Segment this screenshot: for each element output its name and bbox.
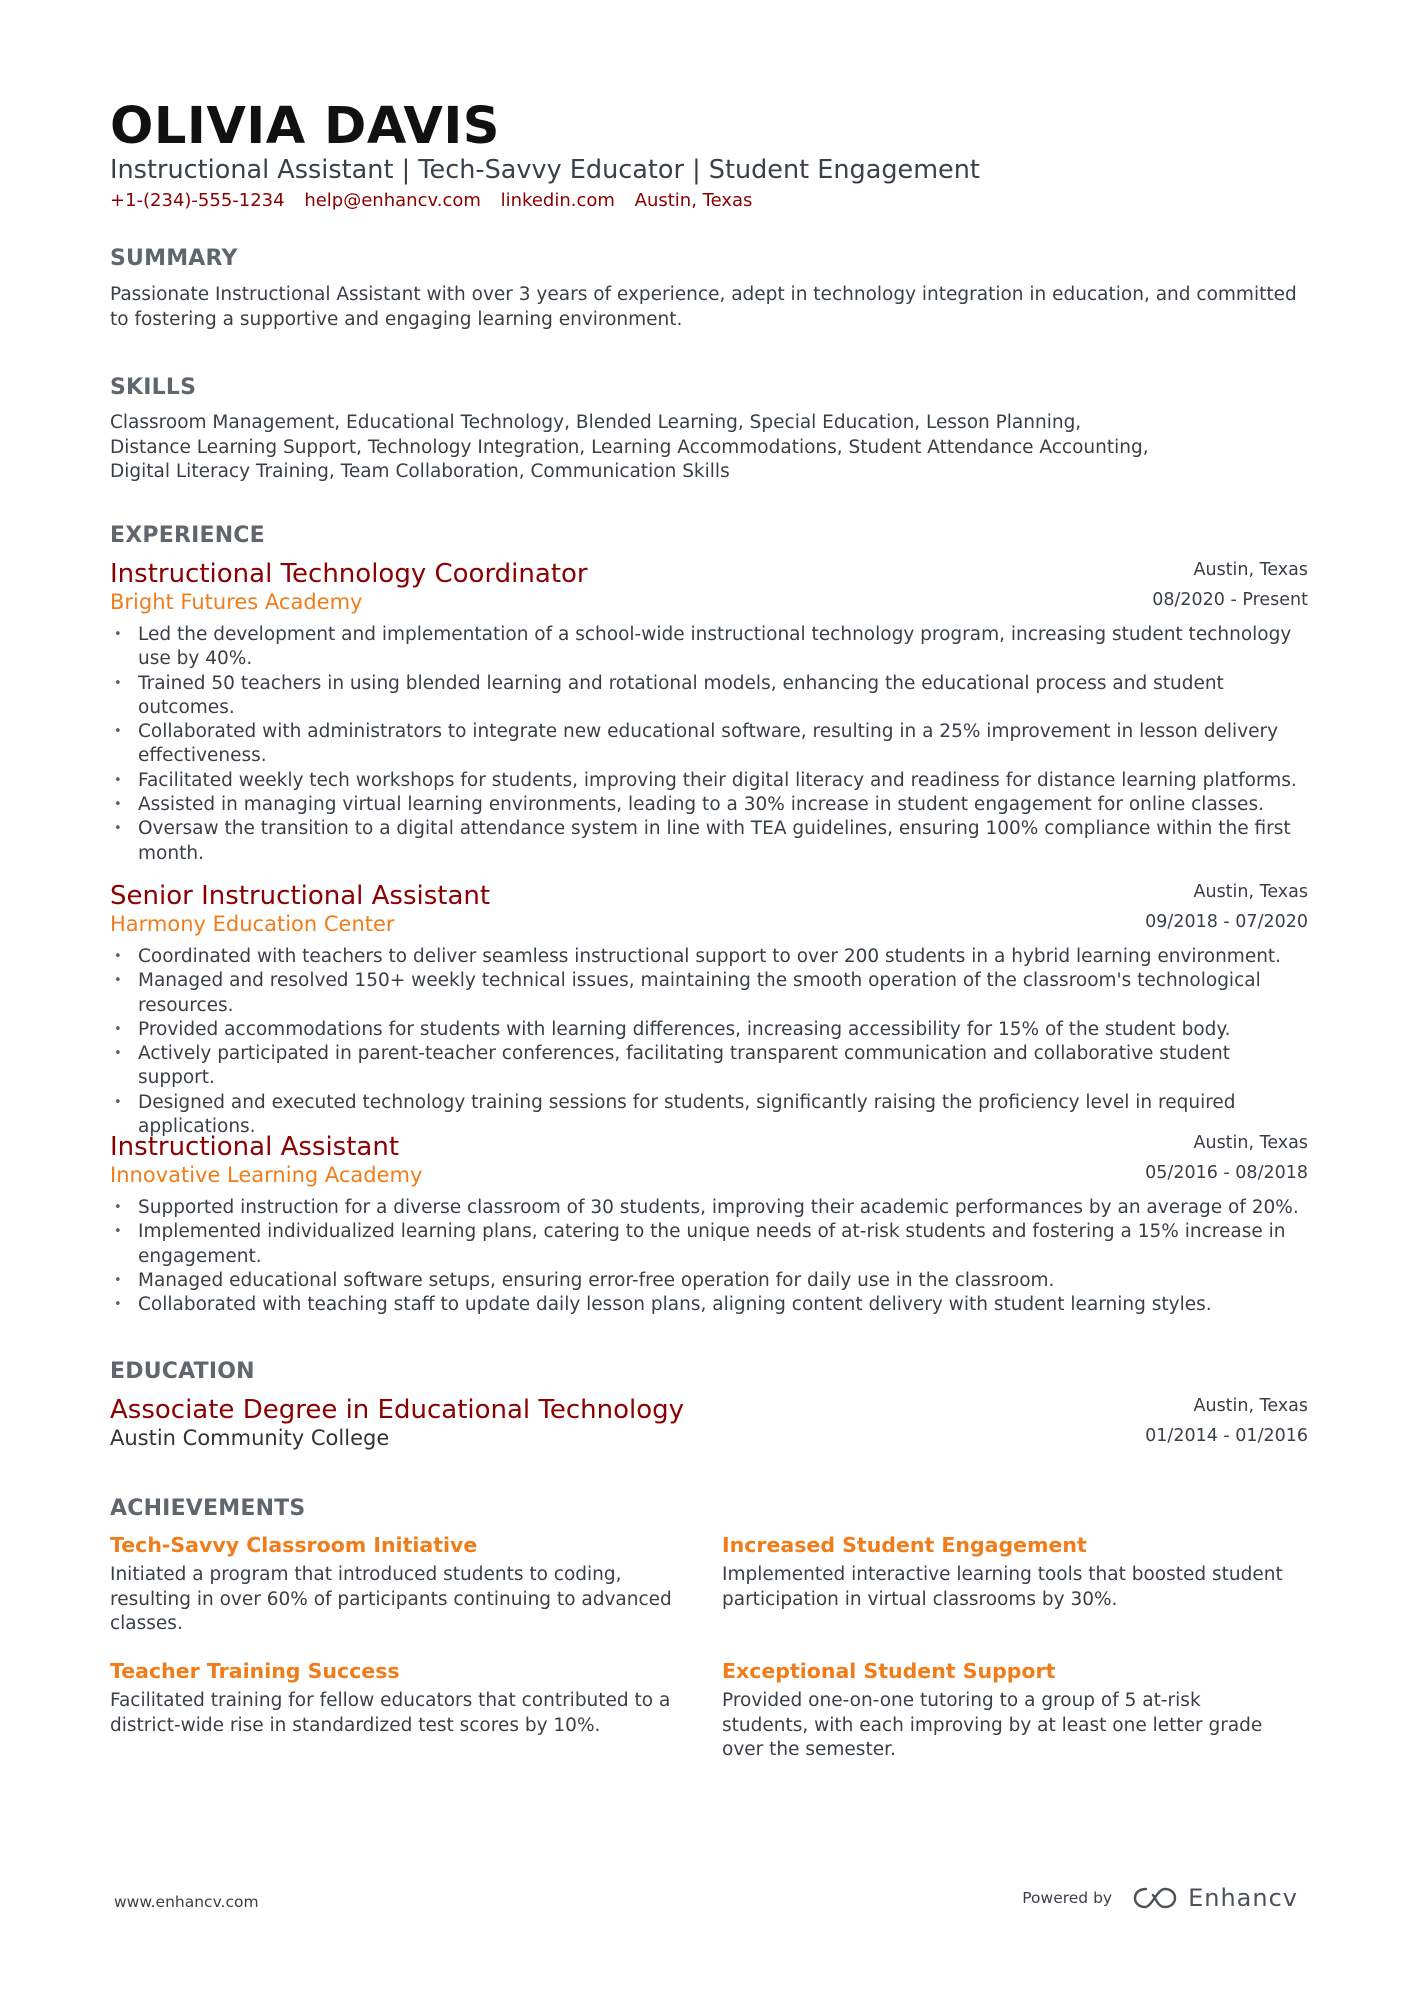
job-company: Innovative Learning Academy bbox=[110, 1163, 423, 1187]
education-location: Austin, Texas bbox=[1193, 1396, 1308, 1416]
job-dates: 08/2020 - Present bbox=[1152, 590, 1308, 610]
bullet-item: • Led the development and implementation of a school-wide instructional technology program, increasing student technology use by 40%. bbox=[110, 623, 1308, 672]
bullet-item: • Supported instruction for a diverse classroom of 30 students, improving their academic performances by an average of 20%. bbox=[110, 1196, 1308, 1220]
job-location: Austin, Texas bbox=[1193, 882, 1308, 902]
bullet-item: • Collaborated with teaching staff to update daily lesson plans, aligning content delivery with student learning styles. bbox=[110, 1293, 1308, 1317]
achievement-title: Increased Student Engagement bbox=[722, 1533, 1087, 1557]
achievement-title: Tech-Savvy Classroom Initiative bbox=[110, 1533, 478, 1557]
summary-text: Passionate Instructional Assistant with over 3 years of experience, adept in technology integration in education, and committed to fostering a supportive and engaging learning environment. bbox=[110, 284, 1297, 330]
bullet-item: • Oversaw the transition to a digital attendance system in line with TEA guidelines, ensuring 100% compliance within the first month. bbox=[110, 817, 1308, 866]
skills-line: Distance Learning Support, Technology Integration, Learning Accommodations, Student Attendance Accounting, bbox=[110, 436, 1149, 458]
linkedin-link[interactable]: linkedin.com bbox=[500, 190, 615, 211]
achievement-item bbox=[722, 1656, 1292, 1763]
headline: Instructional Assistant | Tech-Savvy Educator | Student Engagement bbox=[110, 155, 980, 185]
job-title: Instructional Assistant bbox=[110, 1132, 400, 1162]
contact-line bbox=[110, 187, 766, 215]
bullet-item: • Coordinated with teachers to deliver seamless instructional support to over 200 students in a hybrid learning environment. bbox=[110, 945, 1308, 969]
job-bullets bbox=[110, 945, 1308, 1139]
email-link[interactable]: help@enhancv.com bbox=[304, 190, 481, 211]
phone-link[interactable]: +1-(234)-555-1234 bbox=[110, 190, 285, 211]
candidate-name: OLIVIA DAVIS bbox=[110, 97, 501, 156]
achievement-title: Teacher Training Success bbox=[110, 1659, 400, 1683]
bullet-item: • Collaborated with administrators to integrate new educational software, resulting in a 25% improvement in lesson delivery effectiveness. bbox=[110, 720, 1308, 769]
achievement-desc: Facilitated training for fellow educators that contributed to a district-wide rise in standardized test scores by 10%. bbox=[110, 1690, 671, 1736]
bullet-item: • Designed and executed technology training sessions for students, significantly raising the proficiency level in required applications. bbox=[110, 1091, 1308, 1140]
school-name: Austin Community College bbox=[110, 1426, 390, 1450]
skills-heading: SKILLS bbox=[110, 375, 197, 400]
brand-logo[interactable] bbox=[1132, 1884, 1298, 1912]
job-title: Instructional Technology Coordinator bbox=[110, 559, 588, 589]
degree-title: Associate Degree in Educational Technology bbox=[110, 1395, 685, 1425]
powered-by-text: Powered by bbox=[1022, 1889, 1113, 1907]
job-bullets bbox=[110, 1196, 1308, 1317]
education-heading: EDUCATION bbox=[110, 1359, 255, 1384]
job-dates: 09/2018 - 07/2020 bbox=[1145, 912, 1308, 932]
bullet-item: • Actively participated in parent-teacher conferences, facilitating transparent communication and collaborative student support. bbox=[110, 1042, 1308, 1091]
bullet-item: • Provided accommodations for students with learning differences, increasing accessibility for 15% of the student body. bbox=[110, 1018, 1308, 1042]
achievement-desc: Initiated a program that introduced students to coding, resulting in over 60% of participants continuing to advanced classes. bbox=[110, 1564, 672, 1634]
job-company: Harmony Education Center bbox=[110, 912, 395, 936]
achievement-title: Exceptional Student Support bbox=[722, 1659, 1056, 1683]
experience-heading: EXPERIENCE bbox=[110, 523, 265, 548]
job-bullets bbox=[110, 623, 1308, 866]
achievement-item bbox=[110, 1656, 680, 1738]
bullet-item: • Facilitated weekly tech workshops for students, improving their digital literacy and readiness for distance learning platforms. bbox=[110, 769, 1308, 793]
bullet-item: • Managed educational software setups, ensuring error-free operation for daily use in the classroom. bbox=[110, 1269, 1308, 1293]
achievement-item bbox=[110, 1530, 680, 1637]
skills-list bbox=[110, 411, 1308, 485]
bullet-item: • Implemented individualized learning plans, catering to the unique needs of at-risk students and fostering a 15% increase in engagement. bbox=[110, 1220, 1308, 1269]
job-dates: 05/2016 - 08/2018 bbox=[1145, 1163, 1308, 1183]
location-text: Austin, Texas bbox=[634, 190, 753, 211]
brand-name: Enhancv bbox=[1188, 1884, 1298, 1912]
education-dates: 01/2014 - 01/2016 bbox=[1145, 1426, 1308, 1446]
job-company: Bright Futures Academy bbox=[110, 590, 363, 614]
summary-heading: SUMMARY bbox=[110, 246, 238, 271]
bullet-item: • Assisted in managing virtual learning environments, leading to a 30% increase in student engagement for online classes. bbox=[110, 793, 1308, 817]
achievement-item bbox=[722, 1530, 1292, 1612]
skills-line: Digital Literacy Training, Team Collaboration, Communication Skills bbox=[110, 461, 730, 482]
skills-line: Classroom Management, Educational Technology, Blended Learning, Special Education, Lesson Planning, bbox=[110, 412, 1082, 433]
footer-branding bbox=[1022, 1884, 1298, 1912]
achievement-desc: Provided one-on-one tutoring to a group of 5 at-risk students, with each improving by at least one letter grade over the semester. bbox=[722, 1690, 1263, 1760]
bullet-item: • Managed and resolved 150+ weekly technical issues, maintaining the smooth operation of the classroom's technological resources. bbox=[110, 969, 1308, 1018]
achievements-heading: ACHIEVEMENTS bbox=[110, 1496, 306, 1521]
footer-url[interactable]: www.enhancv.com bbox=[114, 1893, 259, 1911]
job-location: Austin, Texas bbox=[1193, 560, 1308, 580]
enhancv-logo-icon bbox=[1132, 1885, 1178, 1911]
achievement-desc: Implemented interactive learning tools that boosted student participation in virtual classrooms by 30%. bbox=[722, 1564, 1283, 1610]
job-title: Senior Instructional Assistant bbox=[110, 881, 491, 911]
bullet-item: • Trained 50 teachers in using blended learning and rotational models, enhancing the educational process and student outcomes. bbox=[110, 672, 1308, 721]
job-location: Austin, Texas bbox=[1193, 1133, 1308, 1153]
